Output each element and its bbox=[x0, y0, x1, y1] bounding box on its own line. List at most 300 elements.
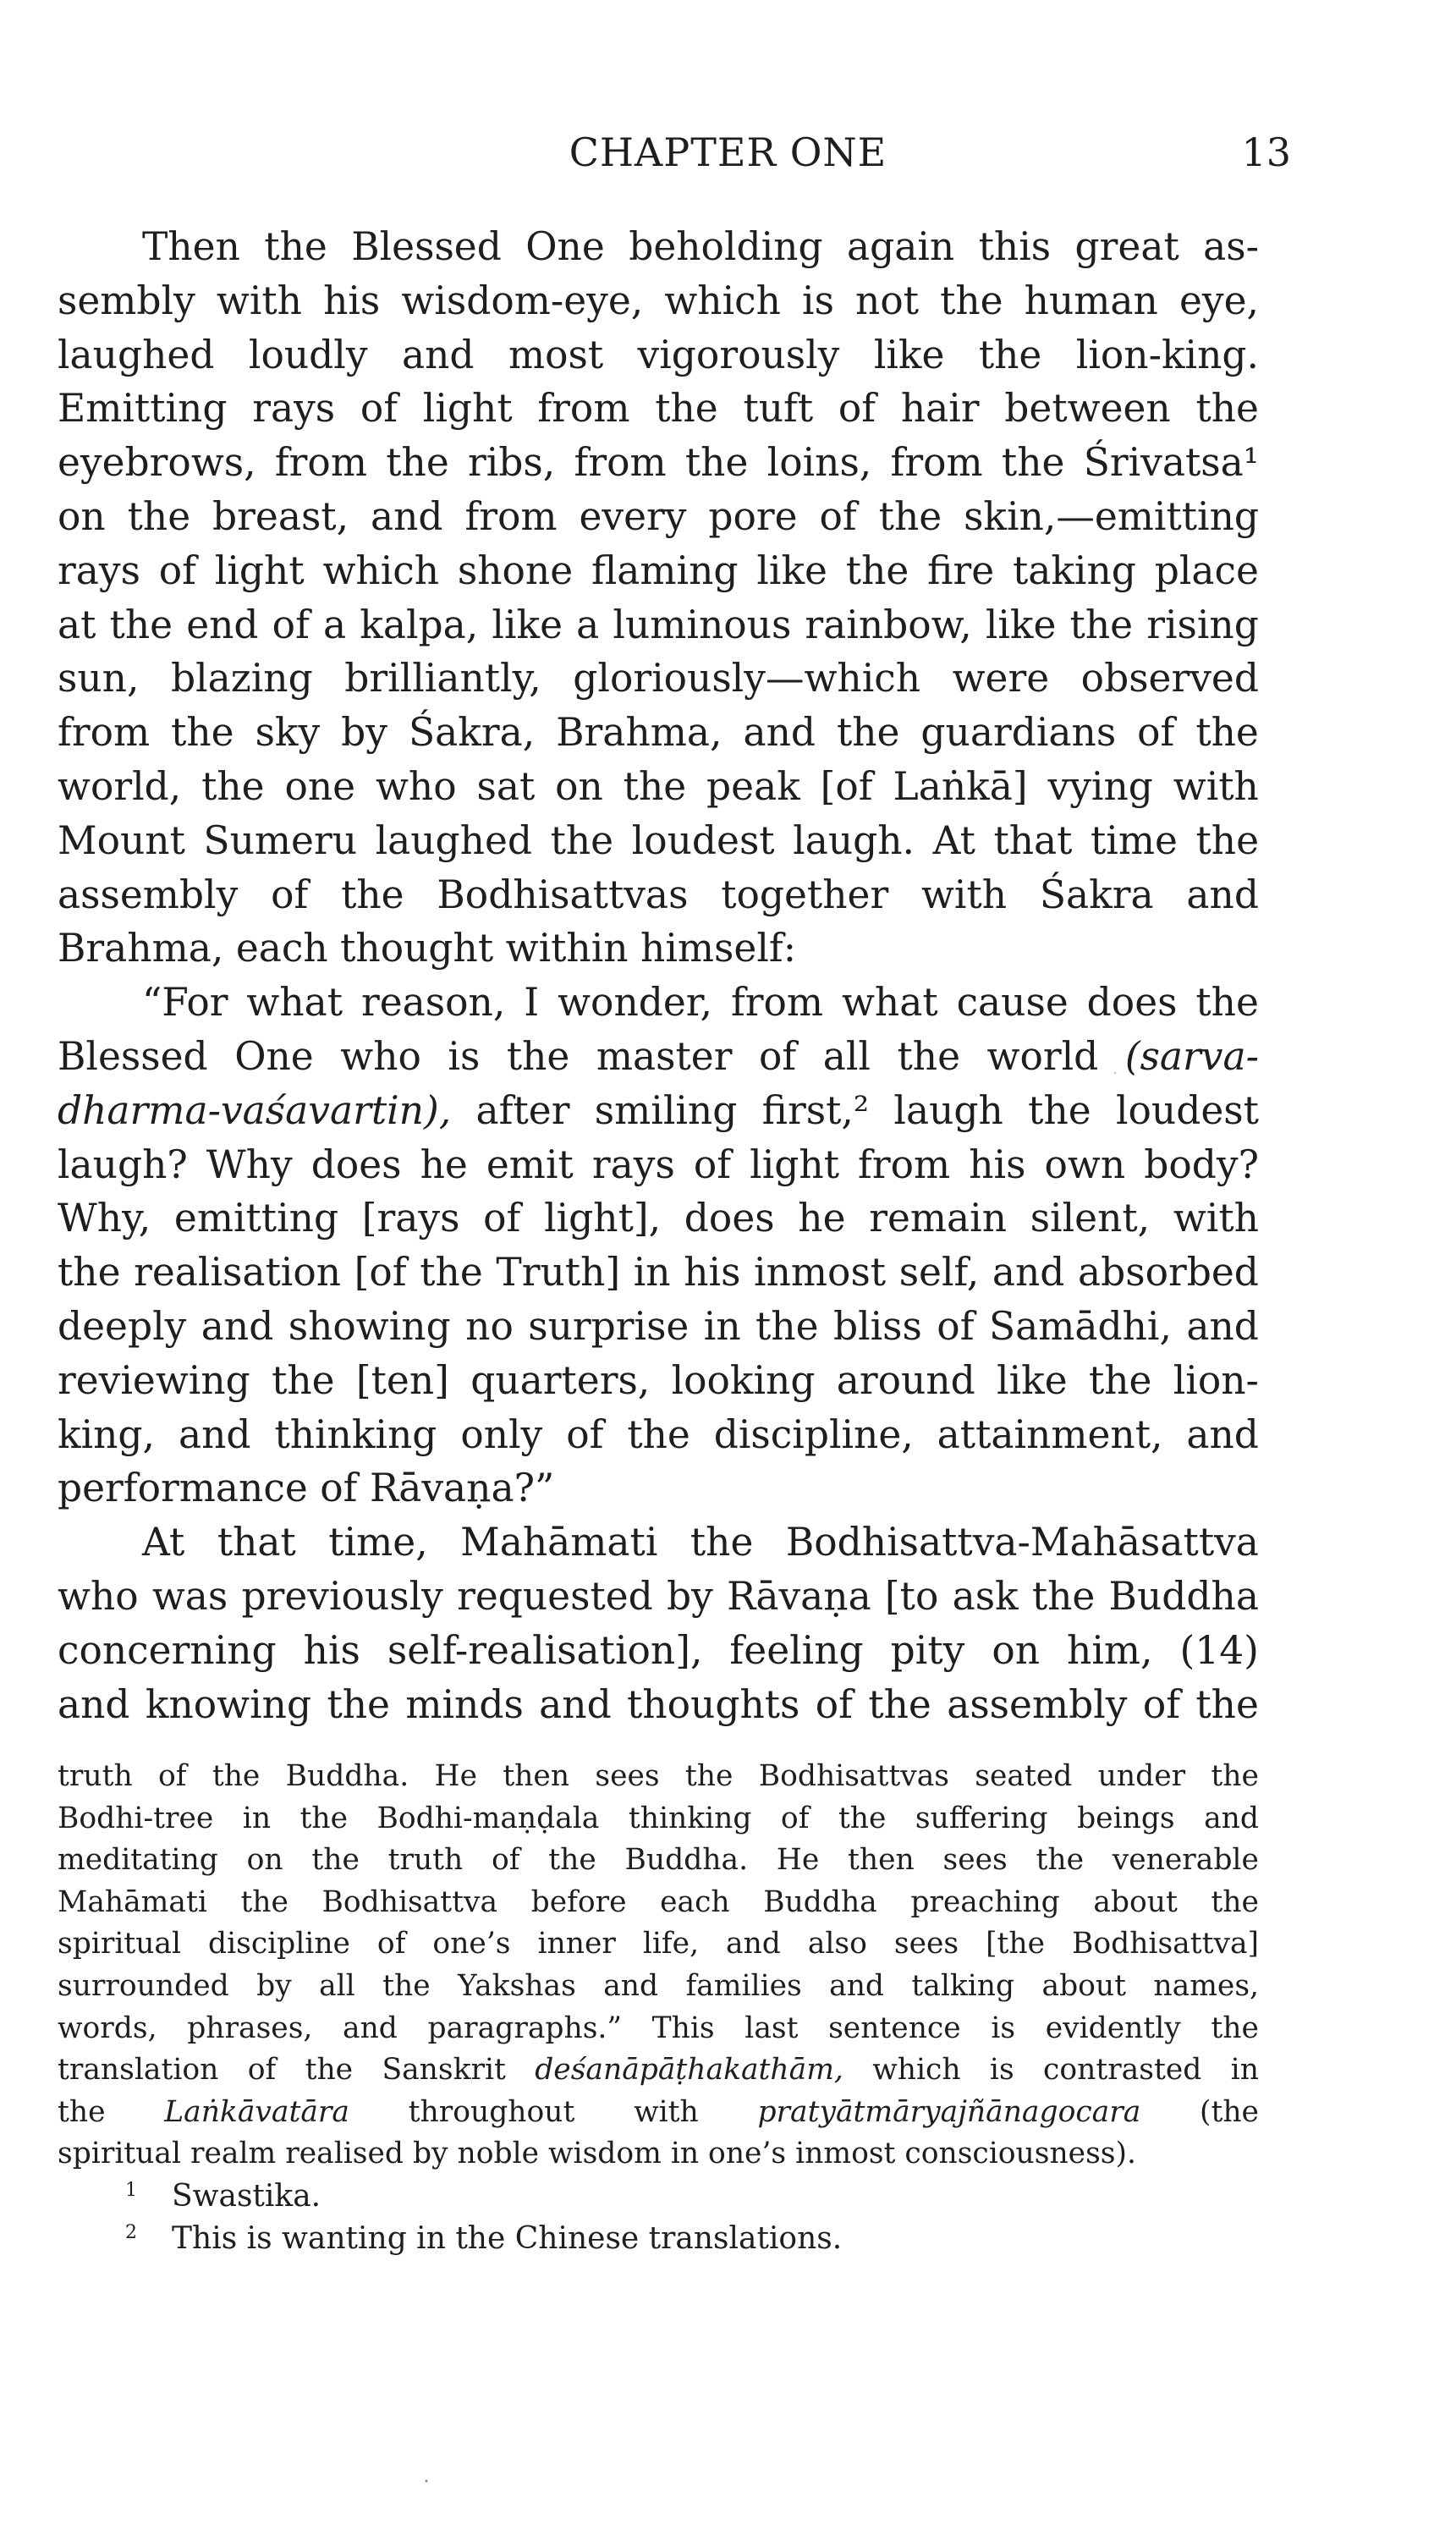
word: looking bbox=[671, 1357, 816, 1403]
word: the bbox=[506, 1033, 570, 1079]
word: rays bbox=[591, 1141, 675, 1187]
word: is bbox=[802, 278, 834, 323]
word: [ten] bbox=[355, 1357, 449, 1403]
word: sat bbox=[476, 763, 536, 809]
word: of bbox=[492, 1843, 520, 1878]
word: emitting bbox=[173, 1196, 339, 1241]
word: laugh bbox=[893, 1087, 1003, 1133]
word: and bbox=[539, 1681, 612, 1727]
word: that bbox=[217, 1520, 296, 1565]
word: and bbox=[370, 493, 443, 539]
word: Samādhi, bbox=[988, 1303, 1172, 1349]
word: quarters, bbox=[470, 1357, 651, 1403]
word: lion- bbox=[1173, 1357, 1259, 1403]
word: Blessed bbox=[351, 224, 502, 269]
word: the bbox=[1211, 2011, 1259, 2045]
word: Bodhisattva-Mahāsattva bbox=[785, 1520, 1259, 1565]
word: in bbox=[633, 1250, 671, 1296]
word: within bbox=[505, 926, 629, 971]
word: remain bbox=[869, 1196, 1008, 1241]
word: of bbox=[1137, 710, 1175, 756]
word: who bbox=[375, 763, 457, 809]
word: Mount bbox=[58, 817, 185, 863]
word: breast, bbox=[212, 493, 349, 539]
word: the bbox=[382, 1968, 431, 2003]
word: by bbox=[667, 1573, 713, 1619]
word: and bbox=[992, 1250, 1065, 1296]
word: (the bbox=[1200, 2094, 1259, 2129]
word: last bbox=[744, 2011, 799, 2045]
word: spiritual bbox=[58, 1927, 182, 1961]
word: thinking bbox=[628, 1801, 752, 1835]
word: his bbox=[303, 1627, 360, 1673]
word: like bbox=[997, 1357, 1068, 1403]
word: one bbox=[284, 763, 356, 809]
word: the bbox=[127, 493, 191, 539]
word: does bbox=[310, 1141, 402, 1187]
word: light bbox=[422, 386, 513, 432]
word: inner bbox=[537, 1927, 616, 1961]
word: He bbox=[776, 1843, 820, 1878]
word: each bbox=[660, 1884, 730, 1919]
word: all bbox=[319, 1968, 355, 2003]
word: of bbox=[272, 602, 310, 647]
footnote-number: 1 bbox=[125, 2179, 137, 2201]
word: also bbox=[807, 1927, 867, 1961]
word: and bbox=[1186, 1411, 1259, 1457]
word: all bbox=[822, 1033, 871, 1079]
word: concerning bbox=[58, 1627, 277, 1673]
word: pore bbox=[708, 493, 798, 539]
word: the bbox=[1028, 1087, 1091, 1133]
word: most bbox=[508, 332, 604, 377]
word: emit bbox=[486, 1141, 574, 1187]
word: in bbox=[703, 1303, 741, 1349]
word: attainment, bbox=[937, 1411, 1163, 1457]
word: and bbox=[603, 1968, 659, 2003]
word: throughout bbox=[408, 2094, 575, 2129]
word: this bbox=[978, 224, 1052, 269]
word: peak bbox=[706, 763, 800, 809]
word: realised bbox=[285, 2137, 404, 2171]
word: the bbox=[299, 1801, 349, 1835]
word: truth bbox=[387, 1843, 464, 1878]
word: and bbox=[1204, 1801, 1259, 1835]
word: reason, bbox=[360, 980, 506, 1026]
word: previously bbox=[241, 1573, 443, 1619]
word: sentence bbox=[828, 2011, 961, 2045]
word: Bodhisattva bbox=[321, 1884, 498, 1919]
word: from bbox=[464, 493, 558, 539]
word: assembly bbox=[58, 872, 239, 917]
word: of bbox=[158, 547, 196, 593]
word: pratyātmāryajñānagocara bbox=[757, 2094, 1141, 2129]
word: with bbox=[634, 2094, 699, 2129]
word: light], bbox=[544, 1196, 662, 1241]
word: reviewing bbox=[58, 1357, 250, 1403]
word: and bbox=[1186, 1303, 1259, 1349]
word: who bbox=[340, 1033, 421, 1079]
word: from bbox=[890, 440, 983, 486]
word: brilliantly, bbox=[344, 656, 541, 701]
word: seated bbox=[975, 1759, 1073, 1793]
word: and bbox=[201, 1303, 274, 1349]
word: talking bbox=[911, 1968, 1015, 2003]
word: self-realisation], bbox=[387, 1627, 703, 1673]
word: Bodhisattvas bbox=[758, 1759, 949, 1793]
word: and bbox=[726, 1927, 781, 1961]
word: thoughts bbox=[627, 1681, 800, 1727]
word: names, bbox=[1153, 1968, 1259, 2003]
word: him, bbox=[1067, 1627, 1153, 1673]
word: which bbox=[872, 2053, 961, 2088]
word: on bbox=[992, 1627, 1041, 1673]
word: self, bbox=[898, 1250, 980, 1296]
word: This bbox=[651, 2011, 715, 2045]
word: the bbox=[212, 1759, 261, 1793]
word: first,² bbox=[761, 1087, 870, 1133]
word: pity bbox=[890, 1627, 965, 1673]
word: At bbox=[142, 1520, 185, 1565]
word: One bbox=[525, 224, 605, 269]
word: which bbox=[322, 547, 440, 593]
word: the bbox=[627, 1411, 690, 1457]
word: world bbox=[986, 1033, 1099, 1079]
word: loins, bbox=[766, 440, 872, 486]
word: one’s bbox=[708, 2137, 787, 2171]
word: light bbox=[214, 547, 305, 593]
word: the bbox=[1036, 1843, 1084, 1878]
page-number: 13 bbox=[1241, 129, 1291, 175]
word: Bodhi-tree bbox=[58, 1801, 214, 1835]
word: master bbox=[596, 1033, 733, 1079]
word: families bbox=[685, 1968, 802, 2003]
word: together bbox=[721, 872, 889, 917]
word: light bbox=[750, 1141, 839, 1187]
word: preaching bbox=[910, 1884, 1060, 1919]
word: the bbox=[171, 710, 234, 756]
word: (14) bbox=[1179, 1627, 1259, 1673]
word: about bbox=[1041, 1968, 1127, 2003]
word: about bbox=[1093, 1884, 1178, 1919]
chapter-title: CHAPTER ONE bbox=[569, 129, 887, 175]
word: a bbox=[576, 602, 600, 647]
word: with bbox=[920, 872, 1008, 917]
word: the bbox=[836, 710, 900, 756]
word: dharma-vaśavartin), bbox=[58, 1087, 452, 1133]
word: the bbox=[623, 763, 687, 809]
word: the bbox=[868, 1681, 931, 1727]
word: Blessed bbox=[58, 1033, 208, 1079]
word: body? bbox=[1144, 1141, 1259, 1187]
word: of bbox=[815, 1681, 853, 1727]
word: Buddha. bbox=[624, 1843, 749, 1878]
word: Sumeru bbox=[203, 817, 358, 863]
word: the bbox=[420, 1250, 483, 1296]
word: Truth] bbox=[496, 1250, 621, 1296]
word: the bbox=[878, 493, 942, 539]
word: rising bbox=[1146, 602, 1259, 647]
word: the bbox=[311, 1843, 360, 1878]
word: skin,—emitting bbox=[964, 493, 1259, 539]
word: again bbox=[847, 224, 955, 269]
word: his bbox=[684, 1250, 741, 1296]
word: sembly bbox=[58, 278, 195, 323]
word: the bbox=[1069, 602, 1134, 647]
word: guardians bbox=[920, 710, 1117, 756]
word: human bbox=[1024, 278, 1158, 323]
word: laugh? bbox=[58, 1141, 188, 1187]
word: no bbox=[465, 1303, 514, 1349]
word: of bbox=[157, 1759, 187, 1793]
word: meditating bbox=[58, 1843, 218, 1878]
word: the bbox=[1211, 1884, 1259, 1919]
word: [of bbox=[354, 1250, 407, 1296]
word: At bbox=[932, 817, 975, 863]
word: his bbox=[969, 1141, 1026, 1187]
word: from bbox=[730, 980, 824, 1026]
word: like bbox=[756, 547, 827, 593]
word: then bbox=[848, 1843, 915, 1878]
word: were bbox=[952, 656, 1050, 701]
word: a bbox=[323, 602, 347, 647]
word: suffering bbox=[915, 1801, 1048, 1835]
word: laugh. bbox=[793, 817, 915, 863]
word: from bbox=[858, 1141, 951, 1187]
word: which bbox=[664, 278, 781, 323]
word: eyebrows, bbox=[58, 440, 256, 486]
word: Śakra bbox=[1039, 872, 1154, 917]
word: fire bbox=[927, 547, 995, 593]
word: great bbox=[1074, 224, 1179, 269]
scan-dot bbox=[1114, 1072, 1116, 1074]
word: one’s bbox=[432, 1927, 511, 1961]
word: of bbox=[320, 1466, 358, 1511]
word: time bbox=[1091, 817, 1178, 863]
word: the bbox=[58, 1250, 121, 1296]
word: the bbox=[305, 2053, 354, 2088]
word: translation bbox=[58, 2053, 219, 2088]
word: of bbox=[271, 872, 309, 917]
word: of bbox=[693, 1141, 732, 1187]
word: is bbox=[989, 2053, 1014, 2088]
word: knowing bbox=[145, 1681, 312, 1727]
word: evidently bbox=[1045, 2011, 1181, 2045]
word: Emitting bbox=[58, 386, 228, 432]
word: Brahma, bbox=[58, 926, 224, 971]
word: the bbox=[940, 278, 1003, 323]
word: on bbox=[58, 493, 106, 539]
word: I bbox=[524, 980, 540, 1026]
word: vigorously bbox=[637, 332, 840, 377]
word: Mahāmati bbox=[58, 1884, 207, 1919]
word: kalpa, bbox=[360, 602, 479, 647]
word: Laṅkāvatāra bbox=[164, 2094, 349, 2129]
word: by bbox=[341, 710, 387, 756]
word: not bbox=[855, 278, 919, 323]
word: the bbox=[264, 224, 327, 269]
word: what bbox=[841, 980, 938, 1026]
word: the bbox=[684, 440, 749, 486]
word: the bbox=[1195, 386, 1259, 432]
word: minds bbox=[405, 1681, 524, 1727]
word: flaming bbox=[591, 547, 739, 593]
word: and bbox=[829, 1968, 884, 2003]
word: showing bbox=[288, 1303, 451, 1349]
word: with bbox=[1173, 1196, 1259, 1241]
word: and bbox=[58, 1681, 130, 1727]
word: on bbox=[555, 763, 603, 809]
word: Buddha bbox=[763, 1884, 877, 1919]
word: beings bbox=[1077, 1801, 1175, 1835]
word: Buddha. bbox=[285, 1759, 409, 1793]
word: assembly bbox=[947, 1681, 1128, 1727]
word: the bbox=[201, 763, 265, 809]
word: eye, bbox=[1179, 278, 1259, 323]
word: himself: bbox=[640, 926, 797, 971]
word: realisation bbox=[134, 1250, 342, 1296]
word: bliss bbox=[832, 1303, 922, 1349]
word: beholding bbox=[629, 224, 823, 269]
word: Rāvaṇa bbox=[727, 1573, 871, 1619]
word: laughed bbox=[375, 817, 533, 863]
word: rainbow, bbox=[805, 602, 972, 647]
word: He bbox=[434, 1759, 477, 1793]
word: rays bbox=[58, 547, 140, 593]
word: hair bbox=[900, 386, 980, 432]
word: [rays bbox=[361, 1196, 460, 1241]
word: venerable bbox=[1112, 1843, 1259, 1878]
word: time, bbox=[328, 1520, 428, 1565]
word: phrases, bbox=[187, 2011, 313, 2045]
word: world, bbox=[58, 763, 182, 809]
word: around bbox=[836, 1357, 975, 1403]
word: the bbox=[1088, 1357, 1152, 1403]
word: at bbox=[58, 602, 96, 647]
word: [the bbox=[986, 1927, 1046, 1961]
word: ribs, bbox=[468, 440, 556, 486]
word: One bbox=[234, 1033, 314, 1079]
word: “For bbox=[142, 980, 228, 1026]
word: between bbox=[1004, 386, 1171, 432]
word: he bbox=[798, 1196, 846, 1241]
word: what bbox=[246, 980, 343, 1026]
word: shone bbox=[457, 547, 574, 593]
word: Śrivatsa¹ bbox=[1083, 440, 1259, 486]
word: the bbox=[1195, 817, 1259, 863]
word: does bbox=[684, 1196, 775, 1241]
footnote-number: 2 bbox=[125, 2221, 137, 2243]
word: inmost bbox=[795, 2137, 896, 2171]
word: the bbox=[58, 2094, 106, 2129]
word: ask bbox=[952, 1573, 1019, 1619]
word: the bbox=[548, 1843, 596, 1878]
word: the bbox=[897, 1033, 960, 1079]
word: silent, bbox=[1030, 1196, 1151, 1241]
word: the bbox=[550, 817, 614, 863]
word: Sanskrit bbox=[382, 2053, 506, 2088]
word: under bbox=[1097, 1759, 1186, 1793]
word: the bbox=[1195, 980, 1259, 1026]
word: contrasted bbox=[1043, 2053, 1202, 2088]
word: the bbox=[272, 1357, 335, 1403]
word: does bbox=[1086, 980, 1178, 1026]
word: Yakshas bbox=[458, 1968, 576, 2003]
word: was bbox=[151, 1573, 228, 1619]
word: the bbox=[755, 1303, 819, 1349]
word: like bbox=[985, 602, 1057, 647]
word: the bbox=[1031, 1573, 1096, 1619]
word: in bbox=[242, 1801, 272, 1835]
word: each bbox=[235, 926, 328, 971]
word: sees bbox=[595, 1759, 660, 1793]
word: the bbox=[240, 1884, 288, 1919]
word: Buddha bbox=[1108, 1573, 1259, 1619]
word: Why bbox=[206, 1141, 293, 1187]
word: the bbox=[1195, 710, 1259, 756]
word: with bbox=[216, 278, 302, 323]
word: discipline, bbox=[713, 1411, 914, 1457]
word: the bbox=[684, 1759, 733, 1793]
word: requested bbox=[457, 1573, 653, 1619]
word: noble bbox=[457, 2137, 540, 2171]
word: as- bbox=[1203, 224, 1259, 269]
word: loudest bbox=[631, 817, 775, 863]
word: the bbox=[845, 547, 909, 593]
word: gloriously—which bbox=[573, 656, 921, 701]
word: by bbox=[412, 2137, 448, 2171]
word: inmost bbox=[754, 1250, 887, 1296]
word: of bbox=[937, 1303, 975, 1349]
word: of bbox=[376, 1927, 406, 1961]
word: like bbox=[873, 332, 945, 377]
word: of bbox=[758, 1033, 797, 1079]
word: every bbox=[579, 493, 687, 539]
word: sun, bbox=[58, 656, 140, 701]
word: is bbox=[991, 2011, 1016, 2045]
word: Mahāmati bbox=[460, 1520, 658, 1565]
word: life, bbox=[642, 1927, 700, 1961]
word: laughed bbox=[58, 332, 215, 377]
word: on bbox=[246, 1843, 283, 1878]
word: who bbox=[58, 1573, 139, 1619]
word: he bbox=[420, 1141, 468, 1187]
word: his bbox=[323, 278, 381, 323]
word: the bbox=[690, 1520, 754, 1565]
word: the bbox=[1001, 440, 1065, 486]
word: before bbox=[530, 1884, 627, 1919]
word: the bbox=[655, 386, 718, 432]
word: that bbox=[993, 817, 1073, 863]
word: and bbox=[178, 1411, 251, 1457]
word: (sarva- bbox=[1124, 1033, 1259, 1079]
word: truth bbox=[58, 1759, 133, 1793]
word: tuft bbox=[743, 386, 814, 432]
word: of bbox=[247, 2053, 277, 2088]
word: and bbox=[1186, 872, 1259, 917]
word: sees bbox=[893, 1927, 959, 1961]
word: of bbox=[838, 386, 876, 432]
word: of bbox=[566, 1411, 604, 1457]
word: lion-king. bbox=[1075, 332, 1259, 377]
word: Śakra, bbox=[408, 710, 536, 756]
word: the bbox=[386, 440, 449, 486]
word: the bbox=[341, 872, 404, 917]
word: feeling bbox=[729, 1627, 864, 1673]
word: [to bbox=[884, 1573, 939, 1619]
word: king, bbox=[58, 1411, 156, 1457]
word: Then bbox=[142, 224, 240, 269]
